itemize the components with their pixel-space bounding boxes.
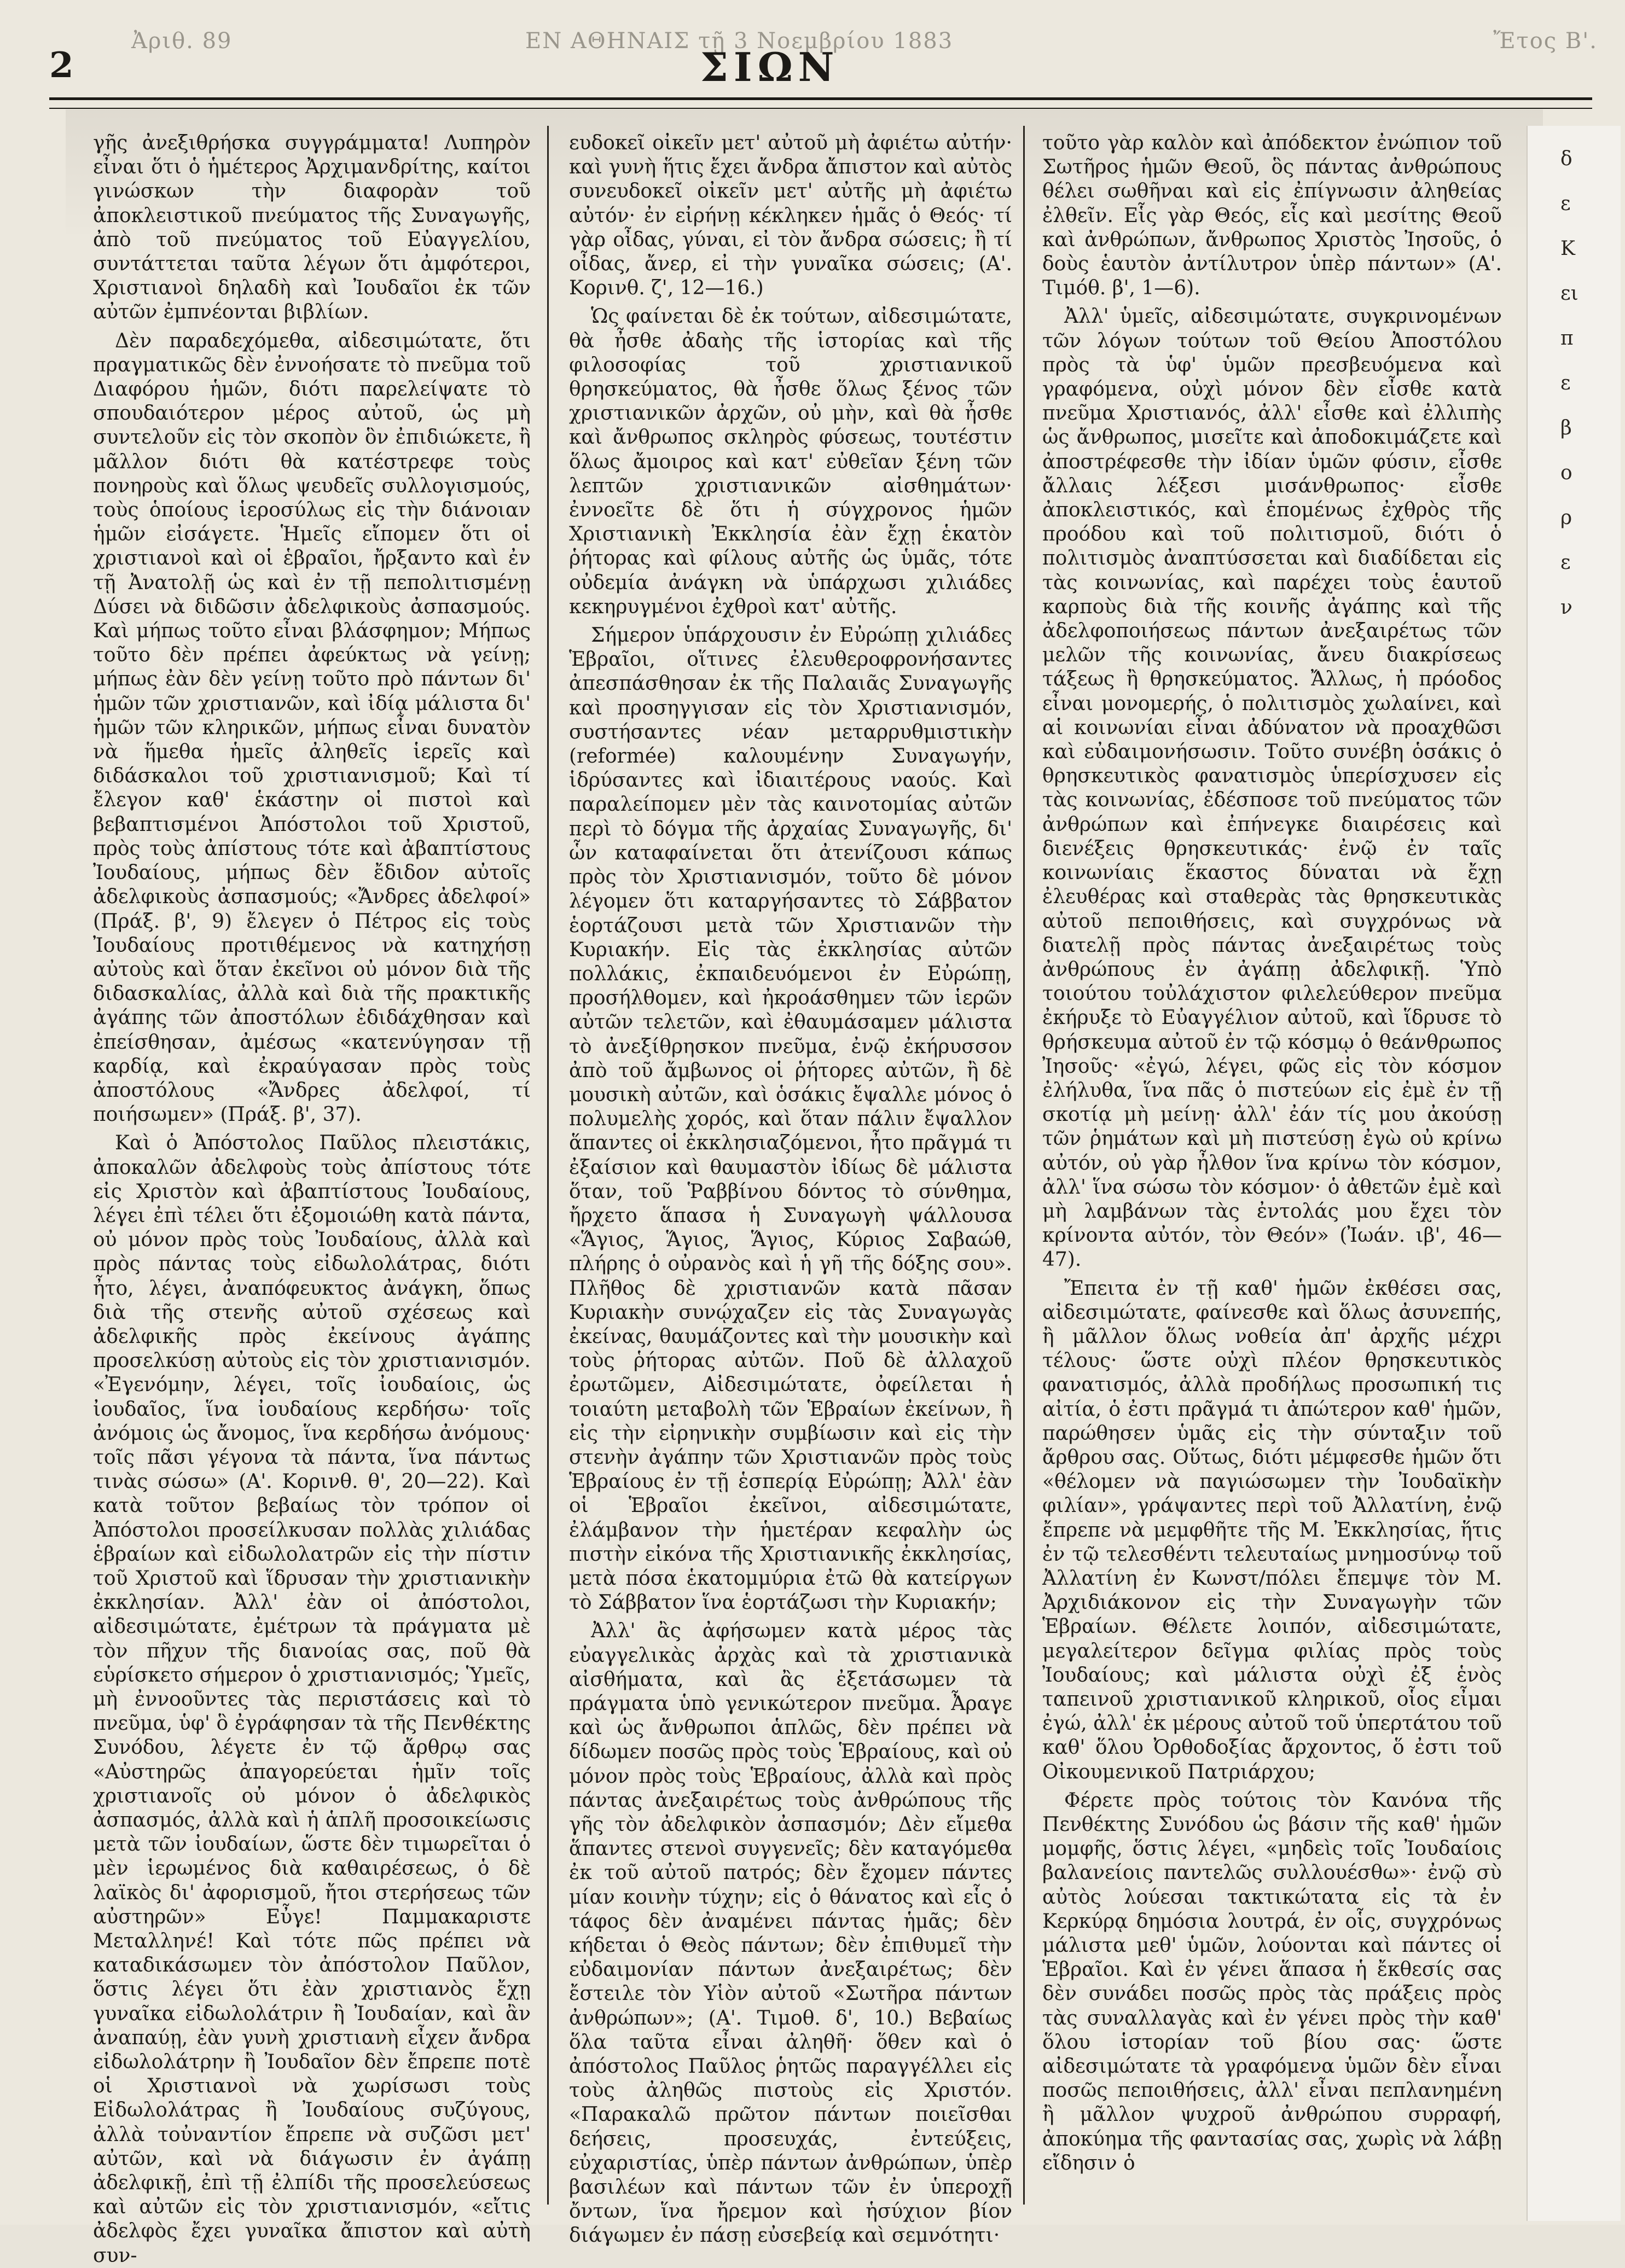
header-rule bbox=[49, 97, 1592, 109]
paragraph: Ἀλλ' ὑμεῖς, αἰδεσιμώτατε, συγκρινομένων τῶν λόγων τούτων τοῦ Θείου Ἀποστόλου πρὸς τὰ ὑφ' ὑμῶν πρεσβευόμενα καὶ γραφόμενα, οὐχὶ μόνον δὲν εἶσθε κατὰ πνεῦμα Χριστιανός, ἀλλ' εἶσθε καὶ ἐλλιπὴς ὡς ἄνθρωπος, μισεῖτε καὶ ἀποδοκιμάζετε καὶ ἀποστρέφεσθε τὴν ἰδίαν ὑμῶν φύσιν, εἶσθε ἄλλαις λέξεσι μισάνθρωπος· εἶσθε ἀποκλειστικός, καὶ ἑπομένως ἐχθρὸς τῆς προόδου καὶ τοῦ πολιτισμοῦ, διότι ὁ πολιτισμὸς ἀναπτύσσεται καὶ διαδίδεται εἰς τὰς κοινωνίας, καὶ παρέχει τοὺς ἑαυτοῦ καρποὺς διὰ τῆς κοινῆς ἀγάπης καὶ τῆς ἀδελφοποιήσεως πάντων ἀνεξαιρέτως τῶν μελῶν τῆς κοινωνίας, ἄνευ διακρίσεως τάξεως ἢ θρησκεύματος. Ἄλλως, ἡ πρόοδος εἶναι μονομερής, ὁ πολιτισμὸς χωλαίνει, καὶ αἱ κοινωνίαι εἶναι ἀδύνατον νὰ προαχθῶσι καὶ εὐδαιμονήσωσιν. Τοῦτο συνέβη ὁσάκις ὁ θρησκευτικὸς φανατισμὸς ὑπερίσχυσεν εἰς τὰς κοινωνίας, ἐδέσποσε τοῦ πνεύματος τῶν ἀνθρώπων καὶ ἐπήνεγκε διαιρέσεις καὶ διενέξεις θρησκευτικάς· ἐνῷ ἐν ταῖς κοινωνίαις ἕκαστος δύναται νὰ ἔχῃ ἐλευθέρας καὶ σταθερὰς τὰς θρησκευτικὰς αὐτοῦ πεποιθήσεις, καὶ συγχρόνως νὰ διατελῇ πρὸς πάντας ἀνεξαιρέτως τοὺς ἀνθρώπους ἐν ἀγάπῃ ἀδελφικῇ. Ὑπὸ τοιούτου τοὐλάχιστον φιλελεύθερον πνεῦμα ἐκήρυξε τὸ Εὐαγγέλιον αὐτοῦ, καὶ ἵδρυσε τὸ θρήσκευμα αὐτοῦ ἐν τῷ κόσμῳ ὁ θεάνθρωπος Ἰησοῦς· «ἐγώ, λέγει, φῶς εἰς τὸν κόσμον ἐλήλυθα, ἵνα πᾶς ὁ πιστεύων εἰς ἐμὲ ἐν τῇ σκοτίᾳ μὴ μείνῃ· ἀλλ' ἐάν τίς μου ἀκούσῃ τῶν ῥημάτων καὶ μὴ πιστεύσῃ ἐγὼ οὐ κρίνω αὐτόν, οὐ γὰρ ἦλθον ἵνα κρίνω τὸν κόσμον, ἀλλ' ἵνα σώσω τὸν κόσμον· ὁ ἀθετῶν ἐμὲ καὶ μὴ λαμβάνων τὰς ἐντολάς μου ἔχει τὸν κρίνοντα αὐτόν, τὸν Θεόν» (Ἰωάν. ιβ', 46—47). bbox=[1042, 305, 1502, 1271]
paragraph: τοῦτο γὰρ καλὸν καὶ ἀπόδεκτον ἐνώπιον τοῦ Σωτῆρος ἡμῶν Θεοῦ, ὃς πάντας ἀνθρώπους θέλει σωθῆναι καὶ εἰς ἐπίγνωσιν ἀληθείας ἐλθεῖν. Εἷς γὰρ Θεός, εἷς καὶ μεσίτης Θεοῦ καὶ ἀνθρώπων, ἄνθρωπος Χριστὸς Ἰησοῦς, ὁ δοὺς ἑαυτὸν ἀντίλυτρον ὑπὲρ πάντων» (Α'. Τιμόθ. β', 1—6). bbox=[1042, 132, 1502, 300]
edge-fragment: δ bbox=[1560, 148, 1572, 170]
text-column-2 bbox=[569, 131, 1012, 2247]
page-number: 2 bbox=[49, 45, 74, 86]
paragraph: Ἀλλ' ἂς ἀφήσωμεν κατὰ μέρος τὰς εὐαγγελικὰς ἀρχὰς καὶ τὰ χριστιανικὰ αἰσθήματα, καὶ ἂς ἐξετάσωμεν τὰ πράγματα ὑπὸ γενικώτερον πνεῦμα. Ἆραγε καὶ ὡς ἄνθρωποι ἁπλῶς, δὲν πρέπει νὰ δίδωμεν ποσῶς πρὸς τοὺς Ἑβραίους, καὶ οὐ μόνον πρὸς τοὺς Ἑβραίους, ἀλλὰ καὶ πρὸς πάντας ἀνεξαιρέτως τοὺς ἀνθρώπους τῆς γῆς τὸν ἀδελφικὸν ἀσπασμόν; Δὲν εἴμεθα ἅπαντες στενοὶ συγγενεῖς; δὲν καταγόμεθα ἐκ τοῦ αὐτοῦ πατρός; δὲν ἔχομεν πάντες μίαν κοινὴν τύχην; εἰς ὁ θάνατος καὶ εἷς ὁ τάφος δὲν ἀναμένει πάντας ἡμᾶς; δὲν κήδεται ὁ Θεὸς πάντων; δὲν ἐπιθυμεῖ τὴν εὐδαιμονίαν πάντων ἀνεξαιρέτως; δὲν ἔστειλε τὸν Υἱὸν αὐτοῦ «Σωτῆρα πάντων ἀνθρώπων»; (Α'. Τιμοθ. δ', 10.) Βεβαίως ὅλα ταῦτα εἶναι ἀληθῆ· ὅθεν καὶ ὁ ἀπόστολος Παῦλος ῥητῶς παραγγέλλει εἰς τοὺς ἀληθῶς πιστοὺς εἰς Χριστόν. «Παρακαλῶ πρῶτον πάντων ποιεῖσθαι δεήσεις, προσευχάς, ἐντεύξεις, εὐχαριστίας, ὑπὲρ πάντων ἀνθρώπων, ὑπὲρ βασιλέων καὶ πάντων τῶν ἐν ὑπεροχῇ ὄντων, ἵνα ἤρεμον καὶ ἡσύχιον βίον διάγωμεν ἐν πάσῃ εὐσεβείᾳ καὶ σεμνότητι· bbox=[569, 1620, 1012, 2247]
edge-fragment: ε bbox=[1560, 551, 1571, 574]
paragraph: Φέρετε πρὸς τούτοις τὸν Κανόνα τῆς Πενθέκτης Συνόδου ὡς βάσιν τῆς καθ' ἡμῶν μομφῆς, ὅστις λέγει, «μηδεὶς τοῖς Ἰουδαίοις βαλανείοις παντελῶς συλλουέσθω»· ἐνῷ σὺ αὐτὸς λούεσαι τακτικώτατα εἰς τὰ ἐν Κερκύρᾳ δημόσια λουτρά, ἐν οἷς, συγχρόνως μάλιστα μεθ' ὑμῶν, λούονται καὶ πάντες οἱ Ἑβραῖοι. Καὶ ἐν γένει ἅπασα ἡ ἔκθεσίς σας δὲν συνάδει ποσῶς πρὸς τὰς πράξεις πρὸς τὰς συναλλαγὰς καὶ ἐν γένει πρὸς τὴν καθ' ὅλου ἱστορίαν τοῦ βίου σας· ὥστε αἰδεσιμώτατε τὰ γραφόμενα ὑμῶν δὲν εἶναι ποσῶς πεποιθήσεις, ἀλλ' εἶναι πεπλανημένη ἢ μᾶλλον ψυχροῦ ἀνθρώπου συρραφή, ἀποκύημα τῆς φαντασίας σας, χωρὶς νὰ λάβῃ εἴδησιν ὁ bbox=[1042, 1789, 1502, 2174]
issue-number: Ἀριθ. 89 bbox=[131, 28, 233, 54]
paragraph: Ἔπειτα ἐν τῇ καθ' ἡμῶν ἐκθέσει σας, αἰδεσιμώτατε, φαίνεσθε καὶ ὅλως ἀσυνεπής, ἢ μᾶλλον ὅλως νοθεία ἀπ' ἀρχῆς μέχρι τέλους· ὥστε οὐχὶ πλέον θρησκευτικὸς φανατισμός, ἀλλὰ προδήλως προσωπική τις αἰτία, ὁ ἐστι πρᾶγμά τι ἀπώτερον καθ' ἡμῶν, παρώθησεν ὑμᾶς εἰς τὴν σύνταξιν τοῦ ἄρθρου σας. Οὕτως, διότι μέμφεσθε ἡμῶν ὅτι «θέλομεν νὰ παγιώσωμεν τὴν Ἰουδαϊκὴν φιλίαν», γράψαντες περὶ τοῦ Ἀλλατίνη, ἐνῷ ἔπρεπε νὰ μεμφθῆτε τῆς Μ. Ἐκκλησίας, ἥτις ἐν τῷ τελεσθέντι τελευταίως μνημοσύνῳ τοῦ Ἀλλατίνη ἐν Κωνστ/πόλει ἔπεμψε τὸν Μ. Ἀρχιδιάκονον εἰς τὴν Συναγωγὴν τῶν Ἑβραίων. Θέλετε λοιπόν, αἰδεσιμώτατε, μεγαλείτερον δεῖγμα φιλίας πρὸς τοὺς Ἰουδαίους; καὶ μάλιστα οὐχὶ ἐξ ἑνὸς ταπεινοῦ χριστιανικοῦ κληρικοῦ, οἷος εἶμαι ἐγώ, ἀλλ' ἐκ μέρους αὐτοῦ τοῦ ὑπερτάτου τοῦ καθ' ὅλου Ὀρθοδοξίας ἄρχοντος, ὅ ἐστι τοῦ Οἰκουμενικοῦ Πατριάρχου; bbox=[1042, 1277, 1502, 1783]
adjacent-page-edge bbox=[1527, 126, 1621, 2221]
edge-fragment: ει bbox=[1560, 282, 1578, 305]
edge-fragment: Κ bbox=[1560, 237, 1575, 260]
edge-fragment: ρ bbox=[1560, 507, 1572, 529]
edge-fragment: π bbox=[1560, 327, 1574, 350]
page-header bbox=[44, 22, 1598, 88]
paragraph: γῆς ἀνεξιθρήσκα συγγράμματα! Λυπηρὸν εἶναι ὅτι ὁ ἡμέτερος Ἀρχιμανδρίτης, καίτοι γινώσκων τὴν διαφορὰν τοῦ ἀποκλειστικοῦ πνεύματος τῆς Συναγωγῆς, ἀπὸ τοῦ πνεύματος τοῦ Εὐαγγελίου, συντάττεται ταῦτα λέγων ὅτι ἀμφότεροι, Χριστιανοὶ δηλαδὴ καὶ Ἰουδαῖοι ἐκ τῶν αὐτῶν ἐμπνέονται βιβλίων. bbox=[93, 132, 531, 324]
column-divider bbox=[1023, 126, 1025, 2205]
edge-fragment: ε bbox=[1560, 193, 1571, 215]
paragraph: Ὡς φαίνεται δὲ ἐκ τούτων, αἰδεσιμώτατε, θὰ ἦσθε ἀδαὴς τῆς ἱστορίας καὶ τῆς φιλοσοφίας τοῦ χριστιανικοῦ θρησκεύματος, θὰ ἦσθε ὅλως ξένος τῶν χριστιανικῶν ἀρχῶν, οὐ μὴν, καὶ θὰ ἦσθε καὶ ἄνθρωπος σκληρὸς φύσεως, τουτέστιν ὅλως ἄμοιρος καὶ κατ' εὐθεῖαν ξένη τῶν λεπτῶν χριστιανικῶν αἰσθημάτων· ἐννοεῖτε δὲ ὅτι ἡ σύγχρονος ἡμῶν Χριστιανικὴ Ἐκκλησία ἐὰν ἔχῃ ἑκατὸν ῥήτορας καὶ φίλους αὐτῆς ὡς ὑμᾶς, τότε οὐδεμία ἀνάγκη νὰ ὑπάρχωσι χιλιάδες κεκηρυγμένοι ἐχθροὶ κατ' αὐτῆς. bbox=[569, 305, 1012, 618]
dateline: ΕΝ ΑΘΗΝΑΙΣ τῇ 3 Νοεμβρίου 1883 bbox=[525, 28, 954, 54]
paragraph: Καὶ ὁ Ἀπόστολος Παῦλος πλειστάκις, ἀποκαλῶν ἀδελφοὺς τοὺς ἀπίστους τότε εἰς Χριστὸν καὶ ἀβαπτίστους Ἰουδαίους, λέγει ἐπὶ τέλει ὅτι ἐξομοιώθη κατὰ πάντα, οὐ μόνον πρὸς τοὺς Ἰουδαίους, ἀλλὰ καὶ πρὸς πάντας τοὺς εἰδωλολάτρας, διότι ἦτο, λέγει, ἀναπόφευκτος ἀνάγκη, ὅπως διὰ τῆς στενῆς αὐτοῦ σχέσεως καὶ ἀδελφικῆς πρὸς ἐκείνους ἀγάπης προσελκύσῃ αὐτοὺς εἰς τὸν χριστιανισμόν. «Ἐγενόμην, λέγει, τοῖς ἰουδαίοις, ὡς ἰουδαῖος, ἵνα ἰουδαίους κερδήσω· τοῖς ἀνόμοις ὡς ἄνομος, ἵνα κερδήσω ἀνόμους· τοῖς πᾶσι γέγονα τὰ πάντα, ἵνα πάντως τινὰς σώσω» (Α'. Κορινθ. θ', 20—22). Καὶ κατὰ τοῦτον βεβαίως τὸν τρόπον οἱ Ἀπόστολοι προσείλκυσαν πολλὰς χιλιάδας ἑβραίων καὶ εἰδωλολατρῶν εἰς τὴν πίστιν τοῦ Χριστοῦ καὶ ἵδρυσαν τὴν χριστιανικὴν ἐκκλησίαν. Ἀλλ' ἐὰν οἱ ἀπόστολοι, αἰδεσιμώτατε, ἐμέτρων τὰ πράγματα μὲ τὸν πῆχυν τῆς διανοίας σας, ποῦ θὰ εὑρίσκετο σήμερον ὁ χριστιανισμός; Ὑμεῖς, μὴ ἐννοοῦντες τὰς περιστάσεις καὶ τὸ πνεῦμα, ὑφ' ὃ ἐγράφησαν τὰ τῆς Πενθέκτης Συνόδου, λέγετε ἐν τῷ ἄρθρῳ σας «Αὐστηρῶς ἀπαγορεύεται ἡμῖν τοῖς χριστιανοῖς οὐ μόνον ὁ ἀδελφικὸς ἀσπασμός, ἀλλὰ καὶ ἡ ἁπλῆ προσοικείωσις μετὰ τῶν ἰουδαίων, ὥστε δὲν τιμωρεῖται ὁ μὲν ἱερωμένος διὰ καθαιρέσεως, ὁ δὲ λαϊκὸς δι' ἀφορισμοῦ, ἤτοι στερήσεως τῶν αὐστηρῶν» Εὖγε! Παμμακαριστε Μεταλληνέ! Καὶ τότε πῶς πρέπει νὰ καταδικάσωμεν τὸν ἀπόστολον Παῦλον, ὅστις λέγει ὅτι ἐὰν χριστιανὸς ἔχῃ γυναῖκα εἰδωλολάτριν ἢ Ἰουδαίαν, καὶ ἂν ἀναπαύῃ, ἐὰν γυνὴ χριστιανὴ εἶχεν ἄνδρα εἰδωλολάτρην ἢ Ἰουδαῖον δὲν ἔπρεπε ποτὲ οἱ Χριστιανοὶ νὰ χωρίσωσι τοὺς Εἰδωλολάτρας ἢ Ἰουδαίους συζύγους, ἀλλὰ τοὐναντίον ἔπρεπε νὰ συζῶσι μετ' αὐτῶν, καὶ νὰ διάγωσιν ἐν ἀγάπῃ ἀδελφικῇ, ἐπὶ τῇ ἐλπίδι τῆς προσελεύσεως καὶ αὐτῶν εἰς τὸν χριστιανισμόν, «εἴτις ἀδελφὸς ἔχει γυναῖκα ἄπιστον καὶ αὐτὴ συν- bbox=[93, 1132, 531, 2267]
paragraph: Δὲν παραδεχόμεθα, αἰδεσιμώτατε, ὅτι πραγματικῶς δὲν ἐννοήσατε τὸ πνεῦμα τοῦ Διαφόρου ἡμῶν, διότι παρελείψατε τὸ σπουδαιότερον μέρος αὐτοῦ, ὡς μὴ συντελοῦν εἰς τὸν σκοπὸν ὃν ἐπιδιώκετε, ἢ μᾶλλον διότι θὰ κατέστρεφε τοὺς πονηροὺς καὶ ὅλως ψευδεῖς συλλογισμούς, τοὺς ὁποίους ἱεροσύλως εἰς τὴν διάνοιαν ἡμῶν εἰσάγετε. Ἡμεῖς εἴπομεν ὅτι οἱ χριστιανοὶ καὶ οἱ ἑβραῖοι, ἤρξαντο καὶ ἐν τῇ Ἀνατολῇ ὡς καὶ ἐν τῇ πεπολιτισμένῃ Δύσει νὰ διδῶσιν ἀδελφικοὺς ἀσπασμούς. Καὶ μήπως τοῦτο εἶναι βλάσφημον; Μήπως τοῦτο δὲν πρέπει ἀφεύκτως νὰ γείνῃ; μήπως ἐὰν δὲν γείνῃ τοῦτο πρὸ πάντων δι' ἡμῶν τῶν χριστιανῶν, καὶ ἰδίᾳ μάλιστα δι' ἡμῶν τῶν κληρικῶν, μήπως εἶναι δυνατὸν νὰ ἥμεθα ἡμεῖς ἀληθεῖς ἱερεῖς καὶ διδάσκαλοι τοῦ χριστιανισμοῦ; Καὶ τί ἔλεγον καθ' ἑκάστην οἱ πιστοὶ καὶ βεβαπτισμένοι Ἀπόστολοι τοῦ Χριστοῦ, πρὸς τοὺς ἀπίστους τότε καὶ ἀβαπτίστους Ἰουδαίους, μήπως δὲν ἔδιδον αὐτοῖς ἀδελφικοὺς ἀσπασμούς; «Ἄνδρες ἀδελφοί» (Πράξ. β', 9) ἔλεγεν ὁ Πέτρος εἰς τοὺς Ἰουδαίους προτιθέμενος νὰ κατηχήσῃ αὐτοὺς καὶ ὅταν ἐκεῖνοι οὐ μόνον διὰ τῆς διδασκαλίας, ἀλλὰ καὶ διὰ τῆς πρακτικῆς ἀγάπης τῶν ἀποστόλων ἐδιδάχθησαν καὶ ἐπείσθησαν, ἀμέσως «κατενύγησαν τῇ καρδίᾳ, καὶ ἐκραύγασαν πρὸς τοὺς ἀποστόλους «Ἄνδρες ἀδελφοί, τί ποιήσωμεν» (Πράξ. β', 37). bbox=[93, 329, 531, 1126]
column-divider bbox=[547, 126, 549, 2205]
edge-fragment: ε bbox=[1560, 372, 1571, 394]
text-column-3 bbox=[1042, 131, 1502, 2205]
edge-fragment: ν bbox=[1560, 596, 1572, 619]
edge-fragment: ο bbox=[1560, 462, 1572, 484]
paragraph: ευδοκεῖ οἰκεῖν μετ' αὐτοῦ μὴ ἀφιέτω αὐτήν· καὶ γυνὴ ἥτις ἔχει ἄνδρα ἄπιστον καὶ αὐτὸς συνευδοκεῖ οἰκεῖν μετ' αὐτῆς μὴ ἀφιέτω αὐτόν· ἐν εἰρήνῃ κέκληκεν ἡμᾶς ὁ Θεός· τί γὰρ οἶδας, γύναι, εἰ τὸν ἄνδρα σώσεις; ἢ τί οἶδας, ἄνερ, εἰ τὴν γυναῖκα σώσεις; (Α'. Κορινθ. ζ', 12—16.) bbox=[569, 132, 1012, 300]
text-column-1 bbox=[93, 131, 531, 2267]
edge-text-fragments bbox=[1560, 137, 1604, 630]
year-label: Ἔτος Β'. bbox=[1493, 28, 1598, 54]
edge-fragment: β bbox=[1560, 417, 1572, 439]
paragraph: Σήμερον ὑπάρχουσιν ἐν Εὐρώπῃ χιλιάδες Ἑβραῖοι, οἵτινες ἐλευθεροφρονήσαντες ἀπεσπάσθησαν ἐκ τῆς Παλαιᾶς Συναγωγῆς καὶ προσηγγισαν εἰς τὸν Χριστιανισμόν, συστήσαντες νέαν μεταρρυθμιστικὴν (reformée) καλουμένην Συναγωγήν, ἱδρύσαντες καὶ ἰδιαιτέρους ναούς. Καὶ παραλείπομεν μὲν τὰς καινοτομίας αὐτῶν περὶ τὸ δόγμα τῆς ἀρχαίας Συναγωγῆς, δι' ὧν καταφαίνεται ὅτι ἀτενίζουσι κάπως πρὸς τὸν Χριστιανισμόν, τοῦτο δὲ μόνον λέγομεν ὅτι καταργήσαντες τὸ Σάββατον ἑορτάζουσι μετὰ τῶν Χριστιανῶν τὴν Κυριακήν. Εἰς τὰς ἐκκλησίας αὐτῶν πολλάκις, ἐκπαιδευόμενοι ἐν Εὐρώπῃ, προσήλθομεν, καὶ ἠκροάσθημεν τῶν ἱερῶν αὐτῶν τελετῶν, καὶ ἐθαυμάσαμεν μάλιστα τὸ ἀνεξίθρησκον πνεῦμα, ἐνῷ ἐκήρυσσον ἀπὸ τοῦ ἄμβωνος οἱ ῥήτορες αὐτῶν, ἢ δὲ μουσικὴ αὐτῶν, καὶ ὁσάκις ἔψαλλε μόνος ὁ πολυμελὴς χορός, καὶ ὅταν πάλιν ἔψαλλον ἅπαντες οἱ ἐκκλησιαζόμενοι, ἦτο πρᾶγμά τι ἐξαίσιον καὶ θαυμαστὸν ἰδίως δὲ μάλιστα ὅταν, τοῦ Ῥαββίνου δόντος τὸ σύνθημα, ἤρχετο ἅπασα ἡ Συναγωγὴ ψάλλουσα «Ἅγιος, Ἅγιος, Ἅγιος, Κύριος Σαβαώθ, πλήρης ὁ οὐρανὸς καὶ ἡ γῆ τῆς δόξης σου». Πλῆθος δὲ χριστιανῶν κατὰ πᾶσαν Κυριακὴν συνῴχαζεν εἰς τὰς Συναγωγὰς ἐκείνας, θαυμάζοντες καὶ τὴν μουσικὴν καὶ τοὺς ῥήτορας αὐτῶν. Ποῦ δὲ ἀλλαχοῦ ἐρωτῶμεν, Αἰδεσιμώτατε, ὀφείλεται ἡ τοιαύτη μεταβολὴ τῶν Ἑβραίων ἐκείνων, ἢ εἰς τὴν εἰρηνικὴν συμβίωσιν καὶ εἰς τὴν στενὴν ἀγάπην τῶν Χριστιανῶν πρὸς τοὺς Ἑβραίους ἐν τῇ ἑσπερίᾳ Εὐρώπῃ; Ἀλλ' ἐὰν οἱ Ἑβραῖοι ἐκεῖνοι, αἰδεσιμώτατε, ἐλάμβανον τὴν ἡμετέραν κεφαλὴν ὡς πιστὴν εἰκόνα τῆς Χριστιανικῆς ἐκκλησίας, μετὰ πόσα ἑκατομμύρια ἐτῶ θὰ κατείργων τὸ Σάββατον ἵνα ἑορτάζωσι τὴν Κυριακήν; bbox=[569, 624, 1012, 1614]
masthead-title: ΣΙΩΝ bbox=[700, 44, 840, 90]
